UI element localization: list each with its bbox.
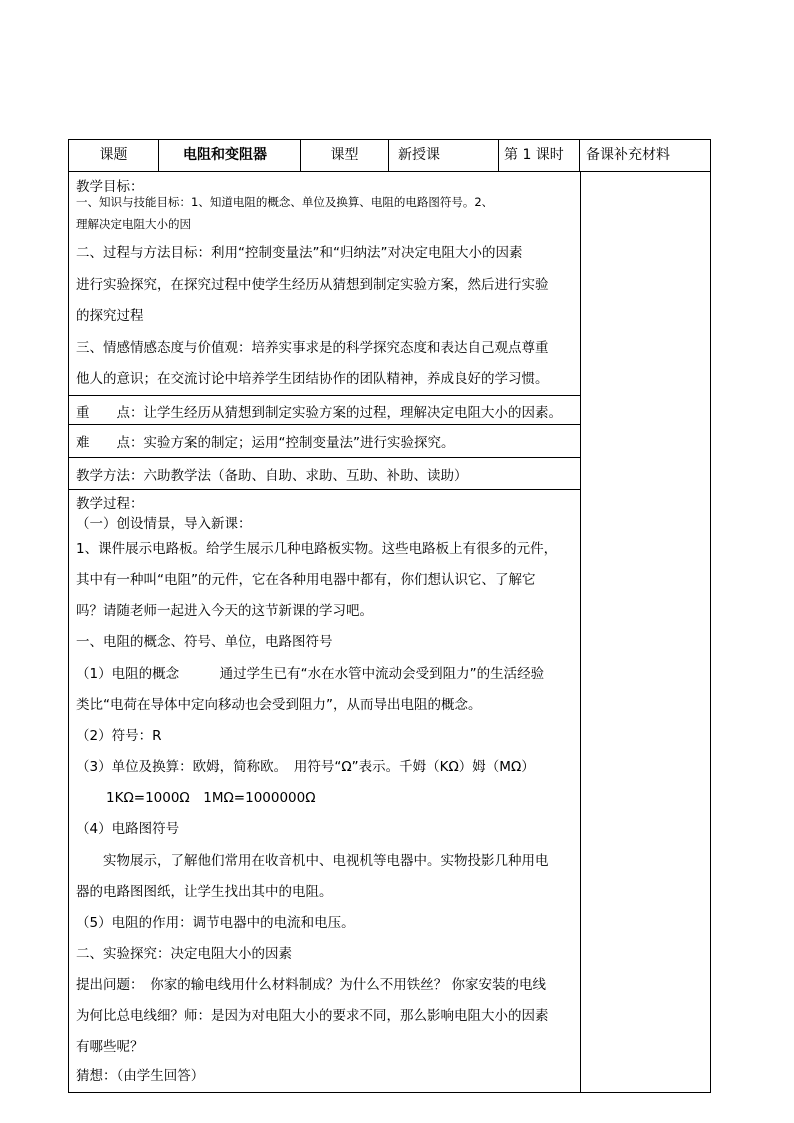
process-line: 猜想：（由学生回答） — [76, 1068, 205, 1084]
process-line: （2）符号：R — [76, 728, 162, 744]
supplement-column-divider — [580, 172, 581, 1092]
process-title: 教学过程： — [76, 496, 144, 512]
process-line: 1、课件展示电路板。给学生展示几种电路板实物。这些电路板上有很多的元件， — [76, 541, 558, 557]
process-line: 1KΩ=1000Ω 1MΩ=1000000Ω — [106, 790, 316, 806]
process-section — [69, 490, 580, 1092]
period: 第 1 课时 — [499, 140, 580, 171]
key-point: 重 点：让学生经历从猜想到制定实验方案的过程，理解决定电阻大小的因素。 — [76, 405, 562, 421]
process-line: 类比“电荷在导体中定向移动也会受到阻力”，从而导出电阻的概念。 — [76, 697, 482, 713]
process-line: 提出问题： 你家的输电线用什么材料制成？为什么不用铁丝？ 你家安装的电线 — [76, 977, 547, 993]
difficulty-row — [69, 425, 580, 455]
process-line: 实物展示，了解他们常用在收音机中、电视机等电器中。实物投影几种用电 — [76, 853, 549, 869]
objectives-title: 教学目标： — [76, 179, 144, 195]
topic-label: 课题 — [69, 140, 159, 171]
header-row — [69, 140, 710, 172]
process-line: （4）电路图符号 — [76, 821, 180, 837]
process-line: （3）单位及换算：欧姆，简称欧。 用符号“Ω”表示。千姆（KΩ）姆（MΩ） — [76, 759, 535, 775]
process-line: 吗？请随老师一起进入今天的这节新课的学习吧。 — [76, 603, 373, 619]
process-line: （5）电阻的作用：调节电器中的电流和电压。 — [76, 915, 355, 931]
process-line: （1）电阻的概念 通过学生已有“水在水管中流动会受到阻力”的生活经验 — [76, 666, 545, 682]
process-line: 器的电路图图纸，让学生找出其中的电阻。 — [76, 884, 333, 900]
method-row — [69, 458, 580, 488]
type-value: 新授课 — [389, 140, 499, 171]
type-label: 课型 — [301, 140, 389, 171]
objective-line: 进行实验探究，在探究过程中使学生经历从猜想到制定实验方案，然后进行实验 — [76, 277, 549, 293]
lesson-plan-table — [68, 139, 711, 1093]
objective-line: 理解决定电阻大小的因 — [76, 217, 191, 231]
objectives-section — [69, 172, 580, 395]
process-line: 二、实验探究：决定电阻大小的因素 — [76, 946, 292, 962]
objective-line: 三、情感情感态度与价值观：培养实事求是的科学探究态度和表达自己观点尊重 — [76, 340, 549, 356]
objective-line: 他人的意识；在交流讨论中培养学生团结协作的团队精神，养成良好的学习惯。 — [76, 371, 549, 387]
process-line: 一、电阻的概念、符号、单位，电路图符号 — [76, 634, 333, 650]
process-line: 为何比总电线细？师：是因为对电阻大小的要求不同，那么影响电阻大小的因素 — [76, 1008, 549, 1024]
topic-value: 电阻和变阻器 — [159, 140, 301, 171]
difficulty: 难 点：实验方案的制定；运用“控制变量法”进行实验探究。 — [76, 435, 455, 451]
teaching-method: 教学方法：六助教学法（备助、自助、求助、互助、补助、读助） — [76, 468, 468, 484]
objective-line: 的探究过程 — [76, 308, 144, 324]
process-line: （一）创设情景，导入新课： — [76, 516, 252, 532]
objective-line: 二、过程与方法目标：利用“控制变量法”和“归纳法”对决定电阻大小的因素 — [76, 245, 523, 261]
process-line: 有哪些呢？ — [76, 1039, 144, 1055]
supplement-header: 备课补充材料 — [586, 147, 670, 163]
key-point-row — [69, 396, 580, 424]
objective-line: 一、知识与技能目标：1、知道电阻的概念、单位及换算、电阻的电路图符号。2、 — [76, 195, 494, 209]
process-line: 其中有一种叫“电阻”的元件，它在各种用电器中都有，你们想认识它、了解它 — [76, 572, 536, 588]
